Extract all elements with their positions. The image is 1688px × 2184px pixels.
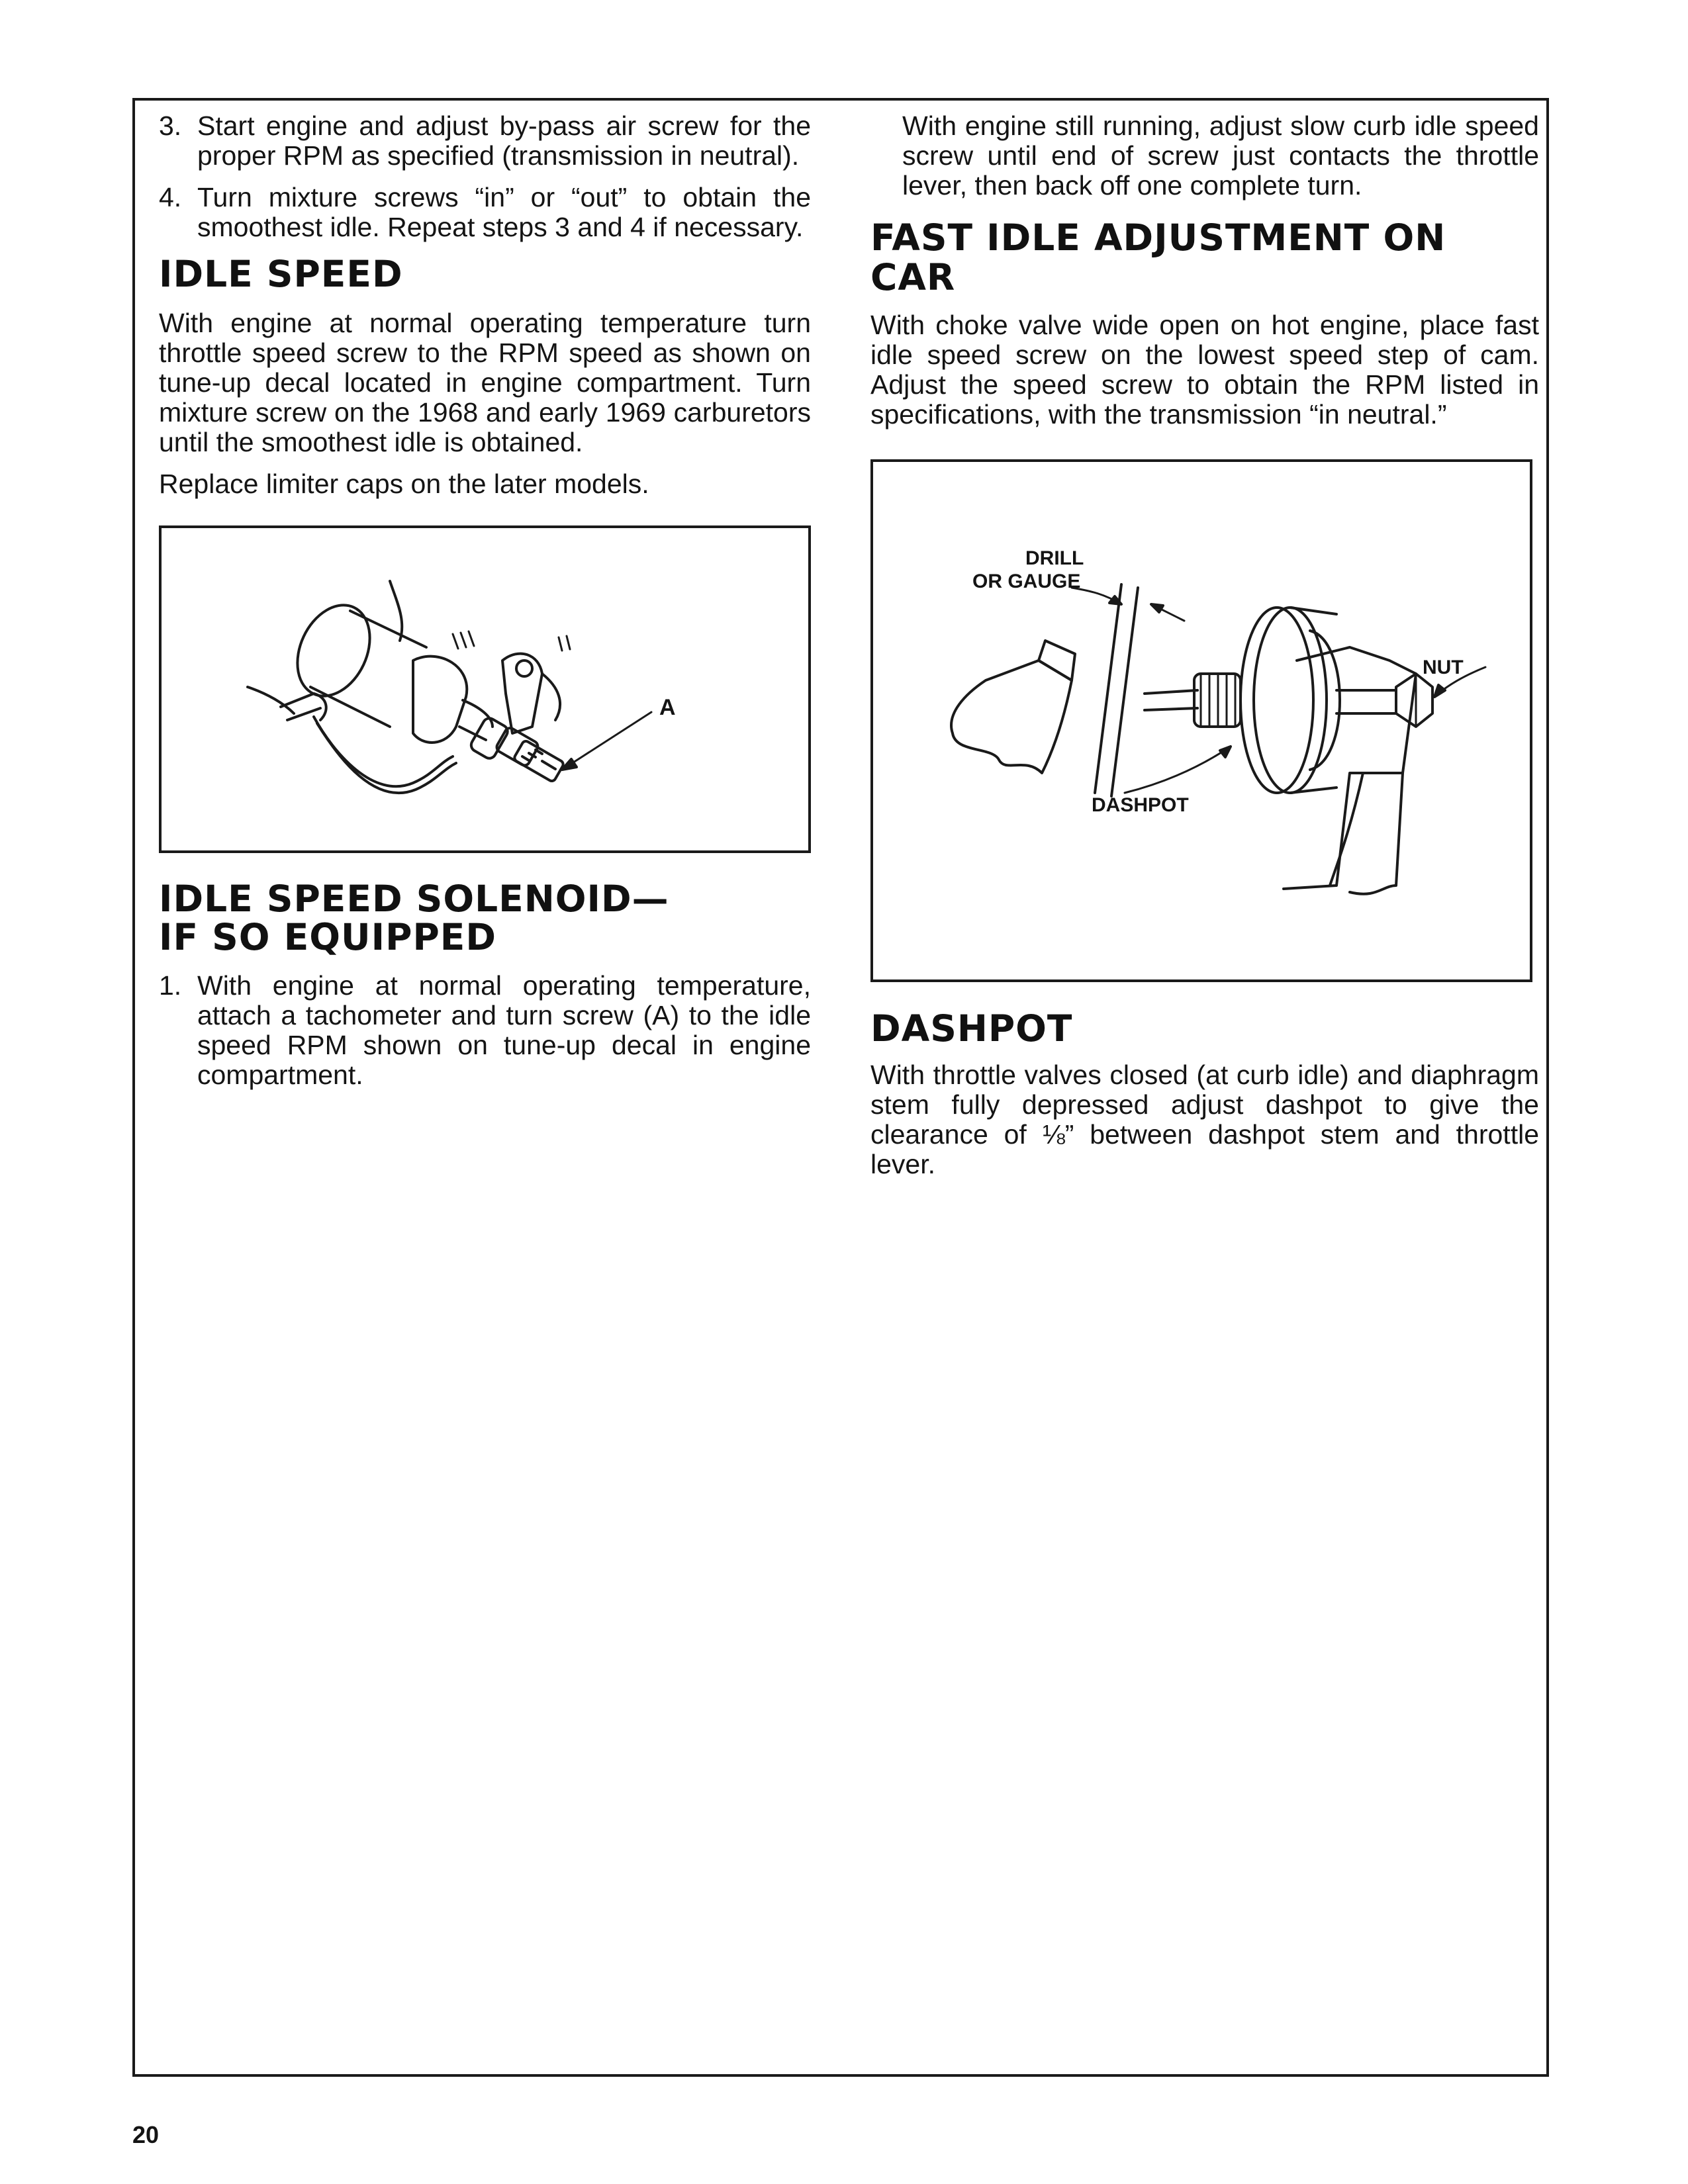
- solenoid-heading-line1: IDLE SPEED SOLENOID—: [159, 878, 669, 920]
- page-number: 20: [132, 2121, 160, 2148]
- callout-or-gauge: OR GAUGE: [972, 570, 1081, 592]
- list-item: [159, 111, 811, 171]
- dashpot-heading: DASHPOT: [870, 1007, 1073, 1050]
- list-item-text: Start engine and adjust by-pass air screw for the proper RPM as specified (transmission in neutral).: [197, 111, 811, 171]
- list-item-text: With engine at normal operating temperature, attach a tachometer and turn screw (A) to the idle speed RPM shown on tune-up decal in engine compartment.: [197, 970, 811, 1090]
- list-item-number: 3.: [159, 111, 182, 141]
- dashpot-paragraph: With throttle valves closed (at curb idle) and diaphragm stem fully depressed adjust dashpot to give the clearance of ⅛” between dashpot stem and throttle lever.: [870, 1060, 1539, 1179]
- callout-drill: DRILL: [1025, 547, 1084, 569]
- list-item-number: 1.: [159, 970, 182, 1001]
- solenoid-heading: [159, 880, 811, 956]
- steps-list-top: [159, 111, 811, 242]
- limiter-caps-paragraph: Replace limiter caps on the later models.: [159, 469, 649, 499]
- solenoid-heading-line2: IF SO EQUIPPED: [159, 916, 496, 958]
- curb-idle-paragraph: With engine still running, adjust slow curb idle speed screw until end of screw just contacts the throttle lever, then back off one complete turn.: [902, 111, 1539, 201]
- idle-speed-screw-figure: [159, 525, 811, 853]
- list-item: [159, 183, 811, 242]
- dashpot-illustration: [873, 462, 1535, 985]
- dashpot-figure: [870, 459, 1532, 982]
- left-column: [159, 111, 811, 1102]
- solenoid-steps-list: [159, 971, 811, 1090]
- idle-speed-heading: IDLE SPEED: [159, 253, 403, 295]
- callout-nut: NUT: [1423, 657, 1464, 678]
- right-column: [870, 111, 1539, 1179]
- fast-idle-heading: FAST IDLE ADJUSTMENT ON CAR: [870, 216, 1446, 298]
- fast-idle-paragraph: With choke valve wide open on hot engine, place fast idle speed screw on the lowest speed step of cam. Adjust the speed screw to obtain the RPM listed in specifications, with the transmission “in neutral.”: [870, 310, 1539, 430]
- list-item-text: Turn mixture screws “in” or “out” to obtain the smoothest idle. Repeat steps 3 and 4 if necessary.: [197, 182, 811, 242]
- callout-a: A: [659, 695, 676, 720]
- list-item-number: 4.: [159, 182, 182, 212]
- list-item: [159, 971, 811, 1090]
- callout-dashpot: DASHPOT: [1092, 794, 1189, 816]
- idle-speed-paragraph: With engine at normal operating temperature turn throttle speed screw to the RPM speed as shown on tune-up decal located in engine compartment. Turn mixture screw on the 1968 and early 1969 carburetors until the smoothest idle is obtained.: [159, 308, 811, 457]
- carburetor-illustration: [162, 528, 814, 856]
